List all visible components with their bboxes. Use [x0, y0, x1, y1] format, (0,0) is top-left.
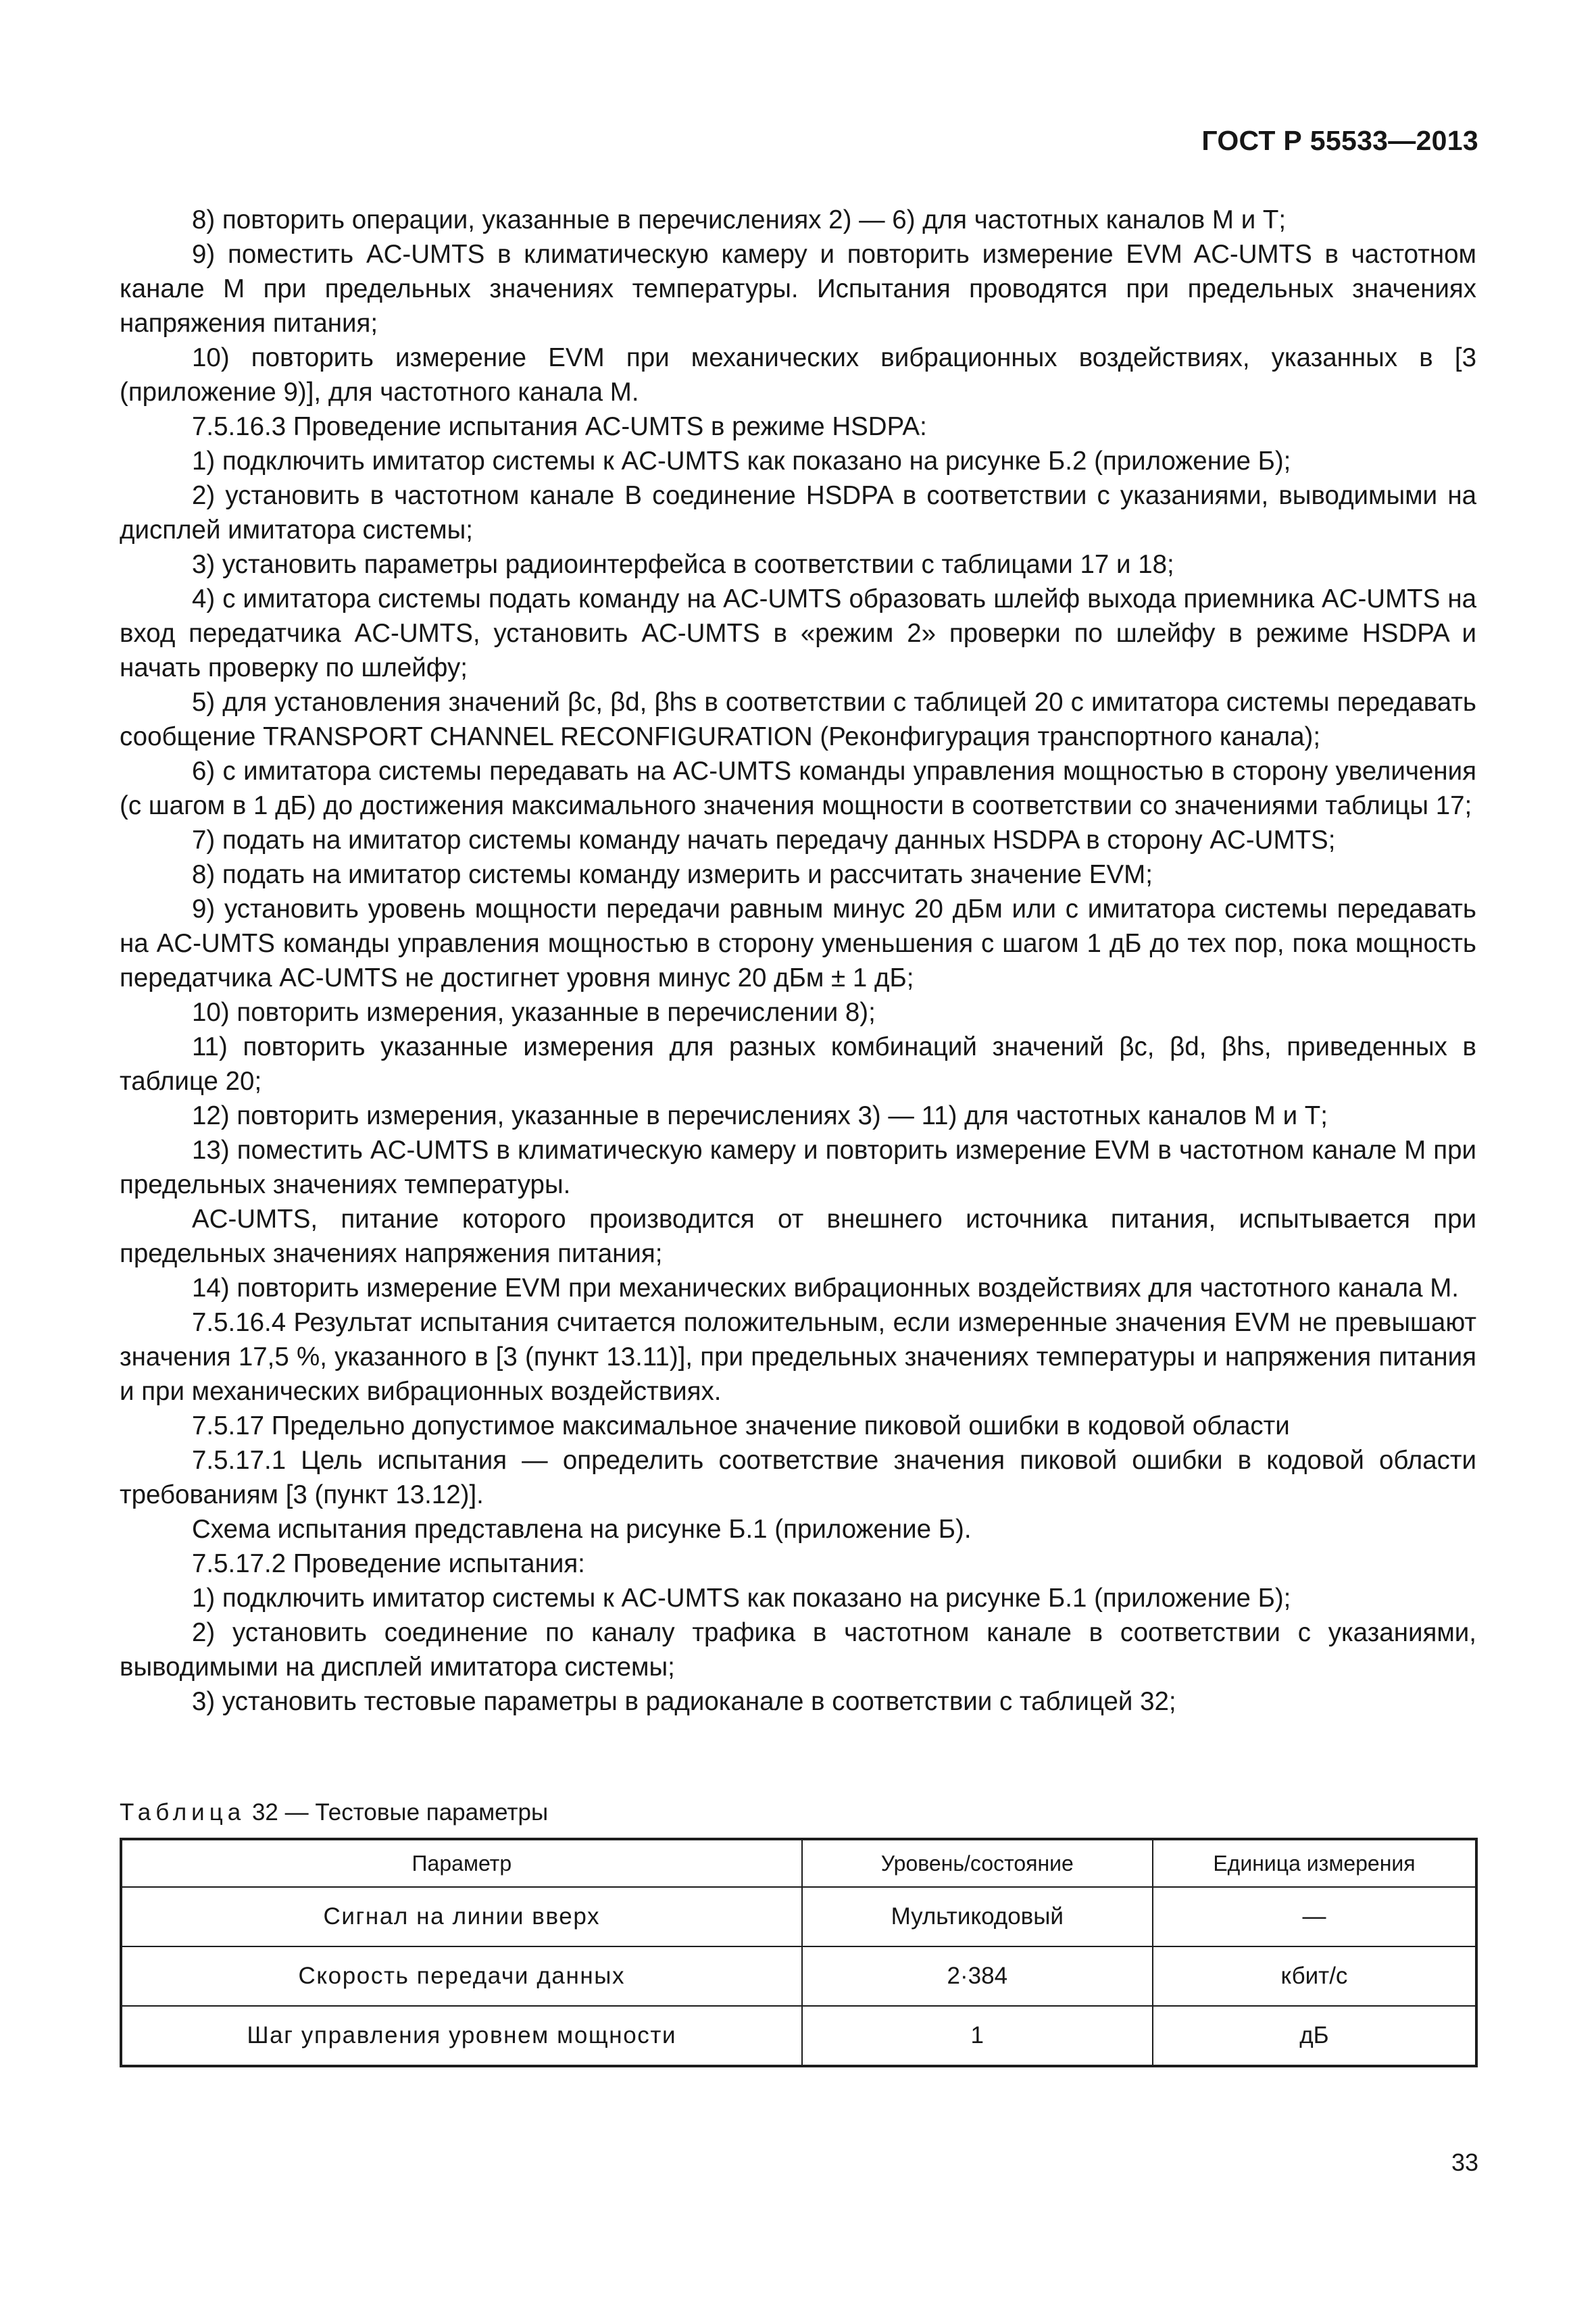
paragraph: 9) поместить AC-UMTS в климатическую камеру и повторить измерение EVM AC-UMTS в частотном канале М при предельных значениях температуры. Испытания проводятся при предельных значениях напряжения питания;	[120, 240, 1476, 338]
paragraph: 12) повторить измерения, указанные в перечислениях 3) — 11) для частотных каналов М и Т;	[192, 1101, 1328, 1130]
table-cell: 2·384	[802, 1946, 1153, 2006]
table-header-row	[121, 1839, 1476, 1887]
paragraph: 8) повторить операции, указанные в перечислениях 2) — 6) для частотных каналов М и Т;	[192, 205, 1287, 234]
paragraph: 3) установить параметры радиоинтерфейса в соответствии с таблицами 17 и 18;	[192, 550, 1174, 579]
paragraph: 1) подключить имитатор системы к AC-UMTS как показано на рисунке Б.2 (приложение Б);	[192, 447, 1291, 476]
paragraph: 10) повторить измерения, указанные в перечислении 8);	[192, 998, 876, 1027]
test-parameters-table	[120, 1838, 1478, 2067]
paragraph: Схема испытания представлена на рисунке Б.1 (приложение Б).	[192, 1515, 972, 1544]
paragraph: 14) повторить измерение EVM при механических вибрационных воздействиях для частотного канала М.	[192, 1274, 1459, 1303]
table-cell: Скорость передачи данных	[121, 1946, 802, 2006]
paragraph: 5) для установления значений βc, βd, βhs в соответствии с таблицей 20 с имитатора системы передавать сообщение TRANSPORT CHANNEL RECONFIGURATION (Реконфигурация транспортного канала);	[120, 688, 1476, 751]
paragraph: 2) установить соединение по каналу трафика в частотном канале в соответствии с указаниями, выводимыми на дисплей имитатора системы;	[120, 1618, 1476, 1682]
table-cell: Шаг управления уровнем мощности	[121, 2006, 802, 2066]
paragraph: 13) поместить AC-UMTS в климатическую камеру и повторить измерение EVM в частотном канале М при предельных значениях температуры.	[120, 1136, 1476, 1199]
table-cell: Сигнал на линии вверх	[121, 1887, 802, 1946]
column-header: Уровень/состояние	[802, 1839, 1153, 1887]
paragraph: 7) подать на имитатор системы команду начать передачу данных HSDPA в сторону AC-UMTS;	[192, 826, 1336, 855]
table-row	[121, 1887, 1476, 1946]
table-cell: —	[1153, 1887, 1476, 1946]
paragraph: 7.5.16.4 Результат испытания считается положительным, если измеренные значения EVM не превышают значения 17,5 %, указанного в [3 (пункт 13.11)], при предельных значениях температуры и напряжения питания и при механических вибрационных воздействиях.	[120, 1308, 1476, 1406]
table-caption-label: Таблица	[120, 1799, 246, 1826]
paragraph: 8) подать на имитатор системы команду измерить и рассчитать значение EVM;	[192, 860, 1153, 889]
table-row	[121, 2006, 1476, 2066]
paragraph: 9) установить уровень мощности передачи равным минус 20 дБм или с имитатора системы передавать на AC-UMTS команды управления мощностью в сторону уменьшения с шагом 1 дБ до тех пор, пока мощность передатчика AC-UMTS не достигнет уровня минус 20 дБм ± 1 дБ;	[120, 895, 1476, 992]
document-body	[120, 203, 1476, 1719]
table-caption	[120, 1799, 548, 1826]
paragraph: 7.5.17.1 Цель испытания — определить соответствие значения пиковой ошибки в кодовой области требованиям [3 (пункт 13.12)].	[120, 1446, 1476, 1509]
table-caption-title: 32 — Тестовые параметры	[251, 1799, 549, 1826]
column-header: Параметр	[121, 1839, 802, 1887]
paragraph: 2) установить в частотном канале В соединение HSDPA в соответствии с указаниями, выводимыми на дисплей имитатора системы;	[120, 481, 1476, 545]
paragraph: 1) подключить имитатор системы к AC-UMTS как показано на рисунке Б.1 (приложение Б);	[192, 1584, 1291, 1613]
document-header: ГОСТ Р 55533—2013	[1201, 125, 1478, 156]
paragraph: 7.5.17.2 Проведение испытания:	[192, 1549, 585, 1578]
table-cell: дБ	[1153, 2006, 1476, 2066]
paragraph: AC-UMTS, питание которого производится от внешнего источника питания, испытывается при предельных значениях напряжения питания;	[120, 1205, 1476, 1268]
paragraph: 10) повторить измерение EVM при механических вибрационных воздействиях, указанных в [3 (приложение 9)], для частотного канала М.	[120, 343, 1476, 407]
page-number: 33	[1451, 2148, 1478, 2176]
table-cell: 1	[802, 2006, 1153, 2066]
table-cell: Мультикодовый	[802, 1887, 1153, 1946]
paragraph: 4) с имитатора системы подать команду на AC-UMTS образовать шлейф выхода приемника AC-UMTS на вход передатчика AC-UMTS, установить AC-UMTS в «режим 2» проверки по шлейфу в режиме HSDPA и начать проверку по шлейфу;	[120, 584, 1476, 682]
paragraph: 11) повторить указанные измерения для разных комбинаций значений βc, βd, βhs, приведенных в таблице 20;	[120, 1032, 1476, 1096]
paragraph: 6) с имитатора системы передавать на AC-UMTS команды управления мощностью в сторону увеличения (с шагом в 1 дБ) до достижения максимального значения мощности в соответствии со значениями таблицы 17;	[120, 757, 1476, 820]
paragraph: 7.5.17 Предельно допустимое максимальное значение пиковой ошибки в кодовой области	[192, 1411, 1290, 1440]
table-cell: кбит/с	[1153, 1946, 1476, 2006]
table-row	[121, 1946, 1476, 2006]
paragraph: 7.5.16.3 Проведение испытания AC-UMTS в режиме HSDPA:	[192, 412, 927, 441]
paragraph: 3) установить тестовые параметры в радиоканале в соответствии с таблицей 32;	[192, 1687, 1176, 1716]
column-header: Единица измерения	[1153, 1839, 1476, 1887]
